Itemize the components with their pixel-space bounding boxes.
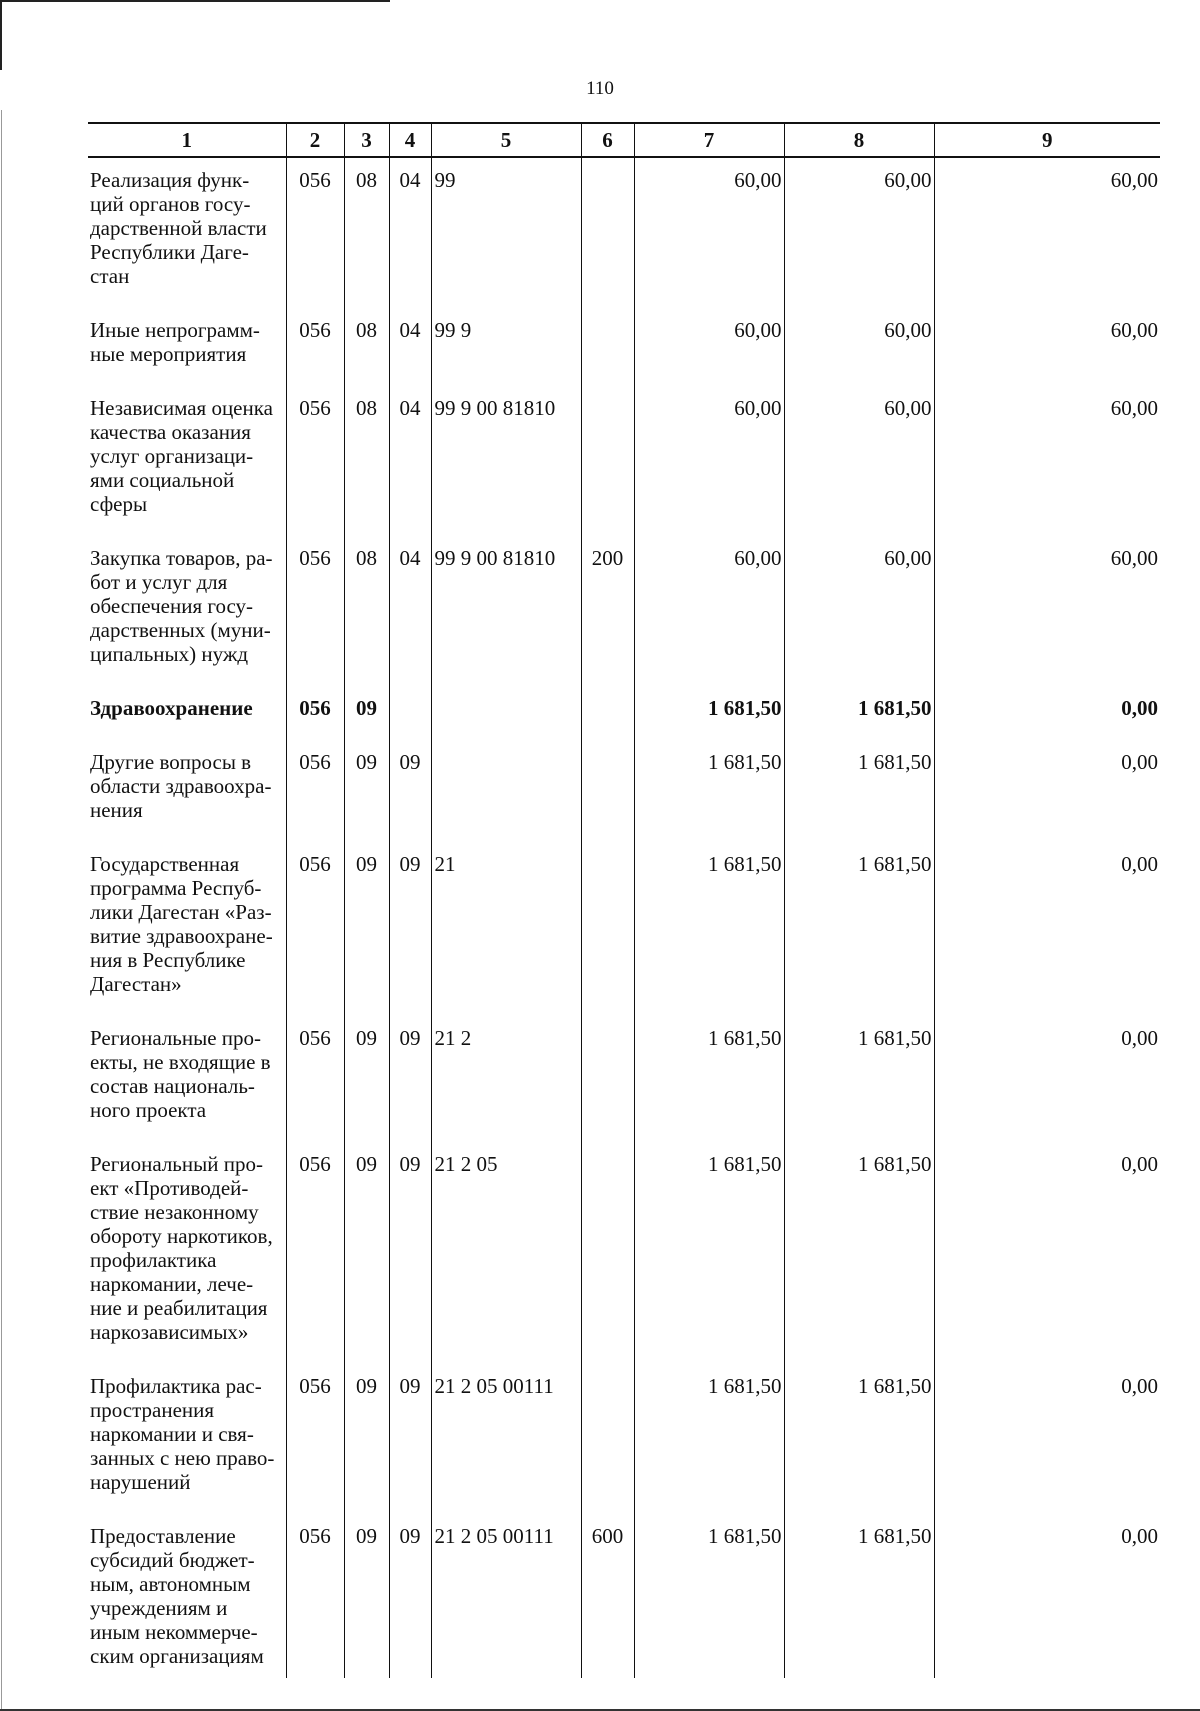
cell-code-2: 056 [286, 536, 344, 686]
cell-code-2: 056 [286, 308, 344, 386]
cell-code-2: 056 [286, 686, 344, 740]
cell-code-2: 056 [286, 740, 344, 842]
cell-amount-8: 1 681,50 [784, 1142, 934, 1364]
cell-code-2: 056 [286, 1016, 344, 1142]
cell-code-5: 21 [431, 842, 581, 1016]
cell-amount-9: 0,00 [934, 686, 1160, 740]
table-header [88, 123, 1160, 157]
cell-amount-8: 1 681,50 [784, 686, 934, 740]
cell-amount-7: 60,00 [634, 386, 784, 536]
table-row [88, 1142, 1160, 1364]
cell-amount-9: 0,00 [934, 1016, 1160, 1142]
cell-code-3: 09 [344, 686, 389, 740]
cell-code-4: 04 [389, 386, 431, 536]
cell-amount-7: 1 681,50 [634, 1514, 784, 1678]
cell-amount-7: 60,00 [634, 157, 784, 308]
cell-code-5: 21 2 [431, 1016, 581, 1142]
cell-item-name: Реализация функ- ций органов госу- дарственной власти Республики Даге- стан [88, 157, 286, 308]
header-col-7: 7 [634, 123, 784, 157]
cell-code-5: 99 9 00 81810 [431, 536, 581, 686]
cell-code-6 [581, 686, 634, 740]
cell-amount-9: 60,00 [934, 157, 1160, 308]
cell-amount-9: 0,00 [934, 842, 1160, 1016]
cell-code-2: 056 [286, 842, 344, 1016]
cell-code-6: 600 [581, 1514, 634, 1678]
cell-code-3: 08 [344, 386, 389, 536]
budget-table [88, 122, 1160, 1678]
cell-amount-7: 1 681,50 [634, 1016, 784, 1142]
table-row [88, 1016, 1160, 1142]
header-row [88, 123, 1160, 157]
cell-code-5: 21 2 05 [431, 1142, 581, 1364]
cell-amount-8: 60,00 [784, 386, 934, 536]
cell-amount-9: 60,00 [934, 386, 1160, 536]
scan-edge-left [0, 0, 2, 70]
cell-code-5: 99 [431, 157, 581, 308]
cell-code-6: 200 [581, 536, 634, 686]
cell-code-4: 09 [389, 1142, 431, 1364]
cell-amount-8: 1 681,50 [784, 1364, 934, 1514]
cell-code-2: 056 [286, 1514, 344, 1678]
cell-code-3: 08 [344, 157, 389, 308]
header-col-9: 9 [934, 123, 1160, 157]
cell-code-2: 056 [286, 386, 344, 536]
cell-code-3: 08 [344, 536, 389, 686]
cell-code-5 [431, 686, 581, 740]
cell-code-5: 21 2 05 00111 [431, 1364, 581, 1514]
cell-item-name: Иные непрограмм- ные мероприятия [88, 308, 286, 386]
cell-item-name: Региональный про- ект «Противодей- ствие незаконному обороту наркотиков, профилактика наркомании, лече- ние и реабилитация наркозависимых» [88, 1142, 286, 1364]
cell-item-name: Предоставление субсидий бюджет- ным, автономным учреждениям и иным некоммерче- ским организациям [88, 1514, 286, 1678]
cell-item-name: Независимая оценка качества оказания услуг организаци- ями социальной сферы [88, 386, 286, 536]
scan-edge-left-faint [1, 110, 2, 1710]
cell-code-3: 09 [344, 1016, 389, 1142]
cell-code-6 [581, 308, 634, 386]
cell-amount-9: 0,00 [934, 1514, 1160, 1678]
cell-item-name: Другие вопросы в области здравоохра- нения [88, 740, 286, 842]
table-row [88, 842, 1160, 1016]
cell-item-name: Государственная программа Респуб- лики Дагестан «Раз- витие здравоохране- ния в Республике Дагестан» [88, 842, 286, 1016]
cell-amount-8: 1 681,50 [784, 1514, 934, 1678]
cell-code-2: 056 [286, 1142, 344, 1364]
table-row [88, 686, 1160, 740]
page-number: 110 [586, 78, 614, 99]
table-body [88, 157, 1160, 1678]
cell-code-4: 09 [389, 1514, 431, 1678]
table-row [88, 386, 1160, 536]
cell-amount-9: 0,00 [934, 1364, 1160, 1514]
cell-code-3: 09 [344, 1364, 389, 1514]
cell-code-4: 09 [389, 1364, 431, 1514]
cell-amount-8: 60,00 [784, 157, 934, 308]
cell-code-6 [581, 157, 634, 308]
cell-amount-7: 1 681,50 [634, 686, 784, 740]
cell-code-2: 056 [286, 157, 344, 308]
cell-item-name: Здравоохранение [88, 686, 286, 740]
cell-code-3: 08 [344, 308, 389, 386]
cell-amount-8: 60,00 [784, 308, 934, 386]
cell-code-6 [581, 1364, 634, 1514]
cell-amount-9: 0,00 [934, 1142, 1160, 1364]
header-col-3: 3 [344, 123, 389, 157]
cell-amount-7: 1 681,50 [634, 1142, 784, 1364]
cell-code-6 [581, 740, 634, 842]
cell-code-4: 09 [389, 842, 431, 1016]
cell-amount-8: 1 681,50 [784, 740, 934, 842]
cell-item-name: Закупка товаров, ра- бот и услуг для обеспечения госу- дарственных (муни- ципальных) нужд [88, 536, 286, 686]
cell-amount-7: 1 681,50 [634, 842, 784, 1016]
cell-code-3: 09 [344, 1514, 389, 1678]
table-row [88, 1514, 1160, 1678]
cell-amount-9: 60,00 [934, 308, 1160, 386]
cell-code-4: 04 [389, 157, 431, 308]
header-col-8: 8 [784, 123, 934, 157]
cell-amount-9: 60,00 [934, 536, 1160, 686]
header-col-4: 4 [389, 123, 431, 157]
cell-amount-7: 1 681,50 [634, 1364, 784, 1514]
cell-code-3: 09 [344, 842, 389, 1016]
header-col-5: 5 [431, 123, 581, 157]
scan-edge-top [0, 0, 390, 2]
cell-amount-8: 1 681,50 [784, 842, 934, 1016]
cell-code-5: 99 9 00 81810 [431, 386, 581, 536]
cell-code-4 [389, 686, 431, 740]
cell-code-4: 09 [389, 1016, 431, 1142]
table-row [88, 1364, 1160, 1514]
cell-code-6 [581, 1016, 634, 1142]
header-col-2: 2 [286, 123, 344, 157]
cell-code-4: 09 [389, 740, 431, 842]
cell-amount-7: 60,00 [634, 308, 784, 386]
table-row [88, 740, 1160, 842]
cell-amount-7: 1 681,50 [634, 740, 784, 842]
header-col-6: 6 [581, 123, 634, 157]
table-row [88, 536, 1160, 686]
cell-code-2: 056 [286, 1364, 344, 1514]
cell-amount-8: 1 681,50 [784, 1016, 934, 1142]
cell-item-name: Региональные про- екты, не входящие в состав националь- ного проекта [88, 1016, 286, 1142]
cell-code-3: 09 [344, 740, 389, 842]
cell-amount-9: 0,00 [934, 740, 1160, 842]
cell-code-5 [431, 740, 581, 842]
cell-amount-7: 60,00 [634, 536, 784, 686]
cell-code-5: 21 2 05 00111 [431, 1514, 581, 1678]
cell-code-5: 99 9 [431, 308, 581, 386]
cell-code-4: 04 [389, 308, 431, 386]
table-row [88, 157, 1160, 308]
cell-code-6 [581, 386, 634, 536]
cell-item-name: Профилактика рас- пространения наркомании и свя- занных с нею право- нарушений [88, 1364, 286, 1514]
table-row [88, 308, 1160, 386]
header-col-1: 1 [88, 123, 286, 157]
cell-amount-8: 60,00 [784, 536, 934, 686]
cell-code-4: 04 [389, 536, 431, 686]
cell-code-6 [581, 1142, 634, 1364]
cell-code-3: 09 [344, 1142, 389, 1364]
cell-code-6 [581, 842, 634, 1016]
